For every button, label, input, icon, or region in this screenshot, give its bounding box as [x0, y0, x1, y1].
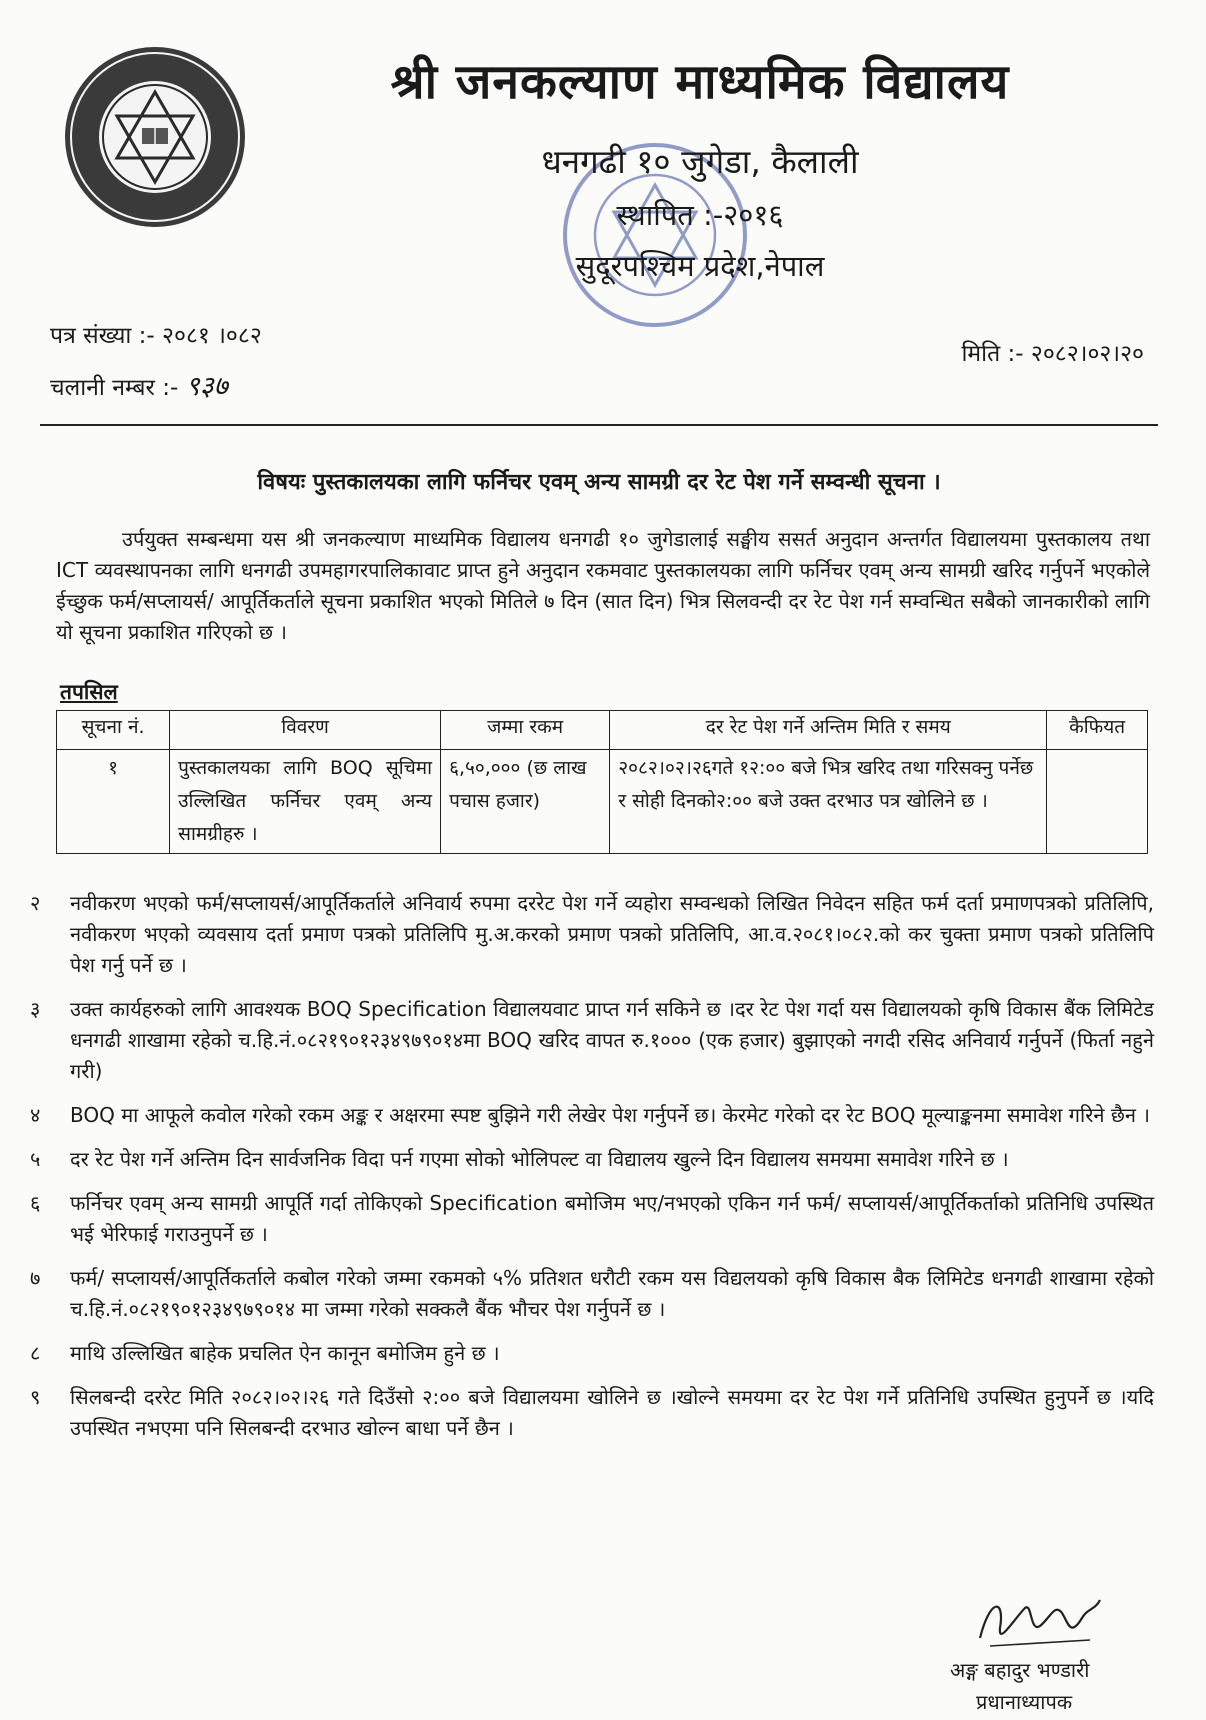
item-number: ६ [30, 1191, 41, 1215]
cell-description: पुस्तकालयका लागि BOQ सूचिमा उल्लिखित फर्निचर एवम् अन्य सामग्रीहरु । [170, 750, 441, 854]
item-text: फर्म/ सप्लायर्स/आपूर्तिकर्ताले कबोल गरेको जम्मा रकमको ५% प्रतिशत धरौटी रकम यस विद्यलयको कृषि विकास बैक लिमिटेड धनगढी शाखामा रहेको च.हि.नं.०८२१९०१२३४९७९०१४ मा जम्मा गरेको सक्कलै बैंक भौचर पेश गर्नुपर्ने छ । [70, 1266, 1154, 1321]
table-header: विवरण [170, 711, 441, 750]
letter-number: पत्र संख्या :- २०८१ ।०८२ [50, 323, 262, 349]
signature [970, 1588, 1110, 1658]
subject-line: विषयः पुस्तकालयका लागि फर्निचर एवम् अन्य सामग्री दर रेट पेश गर्ने सम्वन्धी सूचना । [257, 470, 941, 495]
list-item [30, 1263, 1154, 1325]
table-header: कैफियत [1047, 711, 1148, 750]
item-text: दर रेट पेश गर्ने अन्तिम दिन सार्वजनिक विदा पर्न गएमा सोको भोलिपल्ट वा विद्यालय खुल्ने दिन विद्यालय समयमा समावेश गरिने छ । [70, 1147, 1009, 1171]
established-year: स्थापित :-२०१६ [616, 198, 784, 232]
table-row [57, 750, 1148, 854]
signer-name: अङ्ग बहादुर भण्डारी [950, 1658, 1090, 1682]
table-header-row [57, 711, 1148, 750]
dispatch-label: चलानी नम्बर :- [50, 375, 186, 401]
item-text: सिलबन्दी दररेट मिति २०८२।०२।२६ गते दिउँसो २:०० बजे विद्यालयमा खोलिने छ ।खोल्ने समयमा दर रेट पेश गर्ने प्रतिनिधि उपस्थित हुनुपर्ने छ ।यदि उपस्थित नभएमा पनि सिलबन्दी दरभाउ खोल्न बाधा पर्ने छैन । [70, 1385, 1154, 1440]
list-item [30, 1188, 1154, 1250]
item-text: माथि उल्लिखित बाहेक प्रचलित ऐन कानून बमोजिम हुने छ । [70, 1341, 500, 1365]
dispatch-number [50, 366, 228, 403]
signer-title: प्रधानाध्यापक [976, 1690, 1073, 1714]
province: सुदूरपश्चिम प्रदेश,नेपाल [575, 249, 825, 283]
cell-remarks [1047, 750, 1148, 854]
table-header: सूचना नं. [57, 711, 170, 750]
item-text: नवीकरण भएको फर्म/सप्लायर्स/आपूर्तिकर्ताले अनिवार्य रुपमा दररेट पेश गर्ने व्यहोरा सम्वन्धको लिखित निवेदन सहित फर्म दर्ता प्रमाणपत्रको प्रतिलिपि, नवीकरण भएको व्यवसाय दर्ता प्रमाण पत्रको प्रतिलिपि मु.अ.करको प्रमाण पत्रको प्रतिलिपि, आ.व.२०८१।०८२.को कर चुक्ता प्रमाण पत्रको प्रतिलिपि पेश गर्नु पर्ने छ । [70, 891, 1154, 977]
letter-date: मिति :- २०८२।०२।२० [961, 341, 1144, 367]
details-heading: तपसिल [60, 680, 118, 704]
item-number: ३ [30, 997, 41, 1021]
cell-amount: ६,५०,००० (छ लाख पचास हजार) [441, 750, 610, 854]
school-logo [62, 44, 248, 230]
table-header: दर रेट पेश गर्ने अन्तिम मिति र समय [610, 711, 1047, 750]
list-item [30, 888, 1154, 981]
cell-deadline: २०८२।०२।२६गते १२:०० बजे भित्र खरिद तथा गरिसक्नु पर्नेछ र सोही दिनको२:०० बजे उक्त दरभाउ पत्र खोलिने छ । [610, 750, 1047, 854]
list-item [30, 1338, 1154, 1369]
notice-table [56, 710, 1148, 854]
item-text: BOQ मा आफूले कवोल गरेको रकम अङ्क र अक्षरमा स्पष्ट बुझिने गरी लेखेर पेश गर्नुपर्ने छ। केरमेट गरेको दर रेट BOQ मूल्याङ्कनमा समावेश गरिने छैन । [70, 1103, 1150, 1127]
item-number: ८ [30, 1341, 41, 1365]
list-item [30, 1100, 1154, 1131]
school-address: धनगढी १० जुगेडा, कैलाली [541, 142, 859, 181]
school-name: श्री जनकल्याण माध्यमिक विद्यालय [390, 54, 1010, 110]
table-header: जम्मा रकम [441, 711, 610, 750]
item-number: ७ [30, 1266, 41, 1290]
dispatch-value: ९३७ [185, 371, 228, 402]
list-item [30, 1382, 1154, 1444]
header-divider [40, 424, 1158, 426]
item-number: २ [30, 891, 41, 915]
list-item [30, 1144, 1154, 1175]
item-text: उक्त कार्यहरुको लागि आवश्यक BOQ Specification विद्यालयवाट प्राप्त गर्न सकिने छ ।दर रेट पेश गर्दा यस विद्यालयको कृषि विकास बैंक लिमिटेड धनगढी शाखामा रहेको च.हि.नं.०८२१९०१२३४९७९०१४मा BOQ खरिद वापत रु.१००० (एक हजार) बुझाएको नगदी रसिद अनिवार्य गर्नुपर्ने (फिर्ता नहुने गरी) [70, 997, 1154, 1083]
list-item [30, 994, 1154, 1087]
item-number: ५ [30, 1147, 41, 1171]
cell-notice-no: १ [57, 750, 170, 854]
intro-paragraph: उर्पयुक्त सम्बन्धमा यस श्री जनकल्याण माध्यमिक विद्यालय धनगढी १० जुगेडालाई सङ्घीय ससर्त अनुदान अन्तर्गत विद्यालयमा पुस्तकालय तथा ICT व्यवस्थापनका लागि धनगढी उपमहागरपालिकावाट प्राप्त हुने अनुदान रकमवाट पुस्तकालयका लागि फर्निचर एवम् अन्य सामग्री खरिद गर्नुपर्ने भएकोले ईच्छुक फर्म/सप्लायर्स/ आपूर्तिकर्ताले सूचना प्रकाशित भएको मितिले ७ दिन (सात दिन) भित्र सिलवन्दी दर रेट पेश गर्न सम्वन्धित सबैको जानकारीको लागि यो सूचना प्रकाशित गरिएको छ । [56, 527, 1150, 644]
conditions-list [30, 888, 1154, 1457]
item-number: ४ [30, 1103, 41, 1127]
item-number: ९ [30, 1385, 41, 1409]
item-text: फर्निचर एवम् अन्य सामग्री आपूर्ति गर्दा तोकिएको Specification बमोजिम भए/नभएको एकिन गर्न फर्म/ सप्लायर्स/आपूर्तिकर्ताको प्रतिनिधि उपस्थित भई भेरिफाई गराउनुपर्ने छ । [70, 1191, 1154, 1246]
